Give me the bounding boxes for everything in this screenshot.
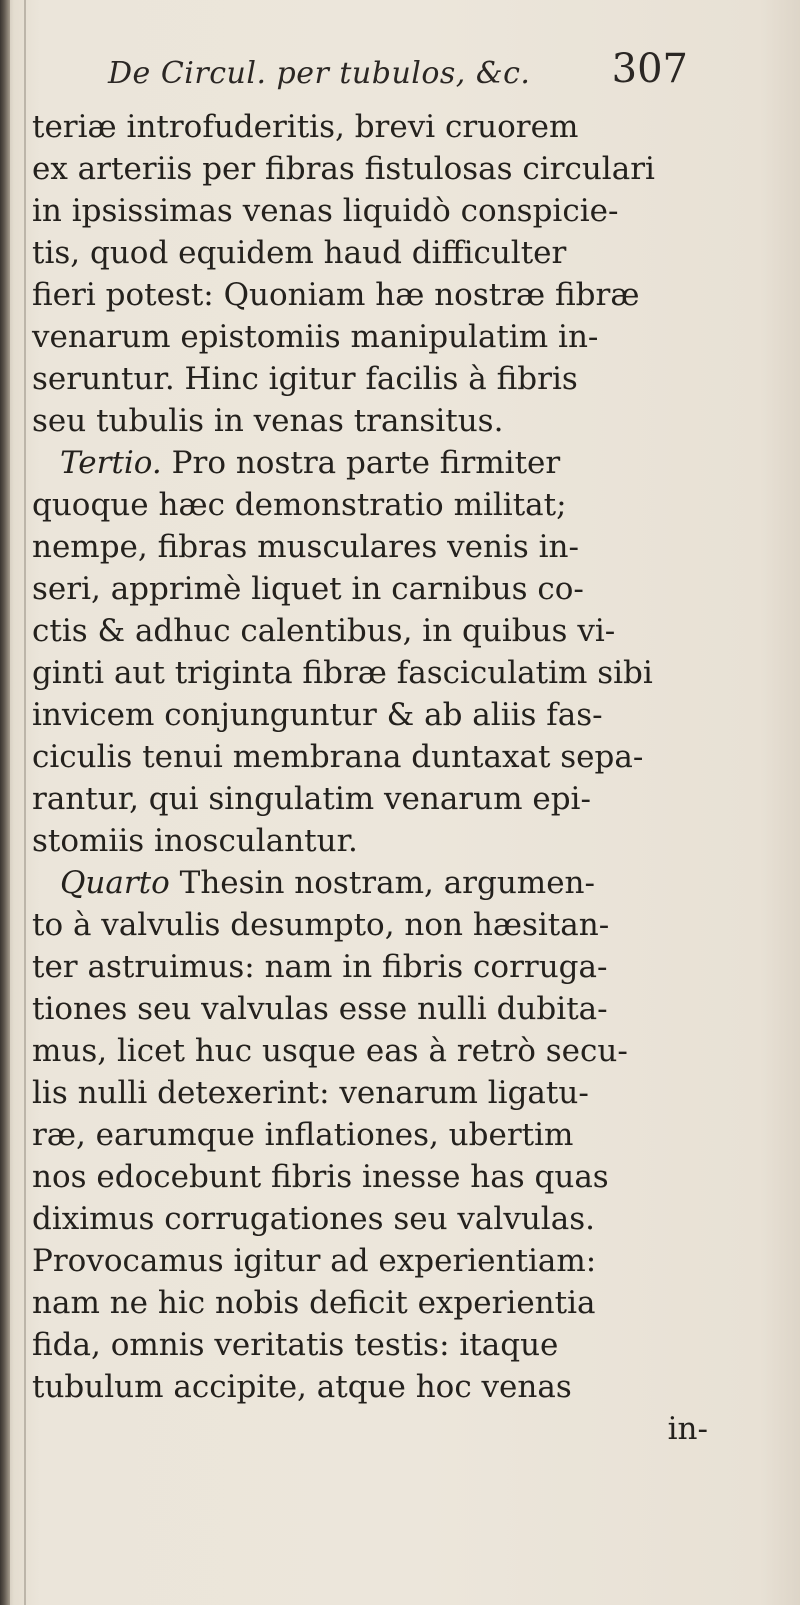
text-line: to à valvulis desumpto, non hæsitan- xyxy=(32,907,610,943)
text-line: venarum epistomiis manipulatim in- xyxy=(32,319,599,355)
catchword: in- xyxy=(667,1411,708,1447)
paragraph-start-line: Tertio. Pro nostra parte firmiter xyxy=(60,445,561,481)
text-line: diximus corrugationes seu valvulas. xyxy=(32,1201,595,1237)
text-line: mus, licet huc usque eas à retrò secu- xyxy=(32,1033,628,1069)
text-line: Provocamus igitur ad experientiam: xyxy=(32,1243,597,1279)
paragraph-start-line: Quarto Thesin nostram, argumen- xyxy=(60,865,595,901)
text-line: fieri potest: Quoniam hæ nostræ fibræ xyxy=(32,277,640,313)
page-number: 307 xyxy=(611,46,688,92)
text-line: ter astruimus: nam in fibris corruga- xyxy=(32,949,608,985)
text-line: ræ, earumque inflationes, ubertim xyxy=(32,1117,574,1153)
text-line: ex arteriis per fibras fistulosas circulari xyxy=(32,151,655,187)
text-line: nam ne hic nobis deficit experientia xyxy=(32,1285,596,1321)
running-head xyxy=(108,46,708,96)
text-line: stomiis inosculantur. xyxy=(32,823,358,859)
text-line: invicem conjunguntur & ab aliis fas- xyxy=(32,697,603,733)
text-line: quoque hæc demonstratio militat; xyxy=(32,487,567,523)
text-line: seu tubulis in venas transitus. xyxy=(32,403,504,439)
text-line: nempe, fibras musculares venis in- xyxy=(32,529,579,565)
text-line: tiones seu valvulas esse nulli dubita- xyxy=(32,991,608,1027)
text-line: fida, omnis veritatis testis: itaque xyxy=(32,1327,559,1363)
text-line: teriæ introfuderitis, brevi cruorem xyxy=(32,109,579,145)
text-line: ciculis tenui membrana duntaxat sepa- xyxy=(32,739,644,775)
running-title: De Circul. per tubulos, &c. xyxy=(108,56,531,91)
text-line: in ipsissimas venas liquidò conspicie- xyxy=(32,193,619,229)
text-line: lis nulli detexerint: venarum ligatu- xyxy=(32,1075,589,1111)
text-line: ctis & adhuc calentibus, in quibus vi- xyxy=(32,613,616,649)
body-text xyxy=(32,106,718,1450)
text-line: seruntur. Hinc igitur facilis à fibris xyxy=(32,361,578,397)
text-line: rantur, qui singulatim venarum epi- xyxy=(32,781,591,817)
text-line: seri, apprimè liquet in carnibus co- xyxy=(32,571,584,607)
paragraph-lead: Quarto xyxy=(60,865,170,901)
paragraph-lead: Tertio. xyxy=(60,445,162,481)
text-line: nos edocebunt fibris inesse has quas xyxy=(32,1159,609,1195)
text-line: tis, quod equidem haud difficulter xyxy=(32,235,567,271)
binding-gutter xyxy=(0,0,10,1605)
text-line: ginti aut triginta fibræ fasciculatim sibi xyxy=(32,655,653,691)
text-line: tubulum accipite, atque hoc venas xyxy=(32,1369,572,1405)
margin-rule xyxy=(24,0,26,1605)
